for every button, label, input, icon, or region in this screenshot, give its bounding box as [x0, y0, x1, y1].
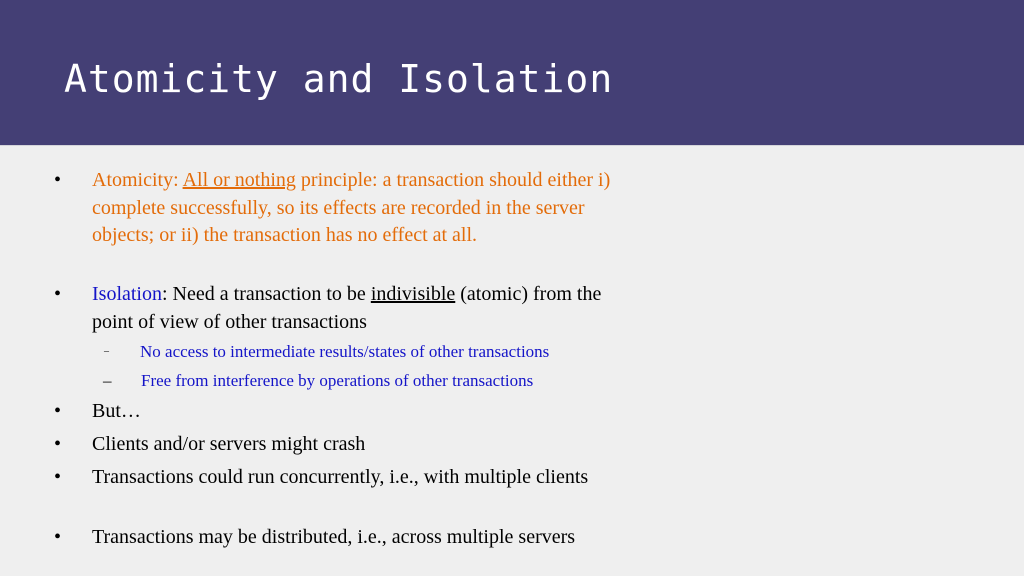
bullet-marker: •	[54, 283, 62, 305]
all-or-nothing-text: All or nothing	[182, 169, 296, 191]
bullet-distributed	[54, 524, 592, 552]
crash-text: Clients and/or servers might crash	[92, 433, 366, 455]
title-bar	[0, 0, 1024, 146]
bullet-crash	[54, 431, 632, 459]
bullet-marker: •	[54, 466, 62, 488]
atomicity-term: Atomicity:	[92, 169, 179, 191]
but-text: But…	[92, 400, 141, 422]
bullet-isolation	[54, 281, 632, 336]
bullet-marker: •	[54, 526, 62, 548]
dash-marker: –	[103, 371, 112, 390]
bullet-marker: •	[54, 433, 62, 455]
isolation-term: Isolation	[92, 283, 162, 305]
indivisible-text: indivisible	[370, 283, 456, 305]
subitem-intermediate-results	[104, 340, 700, 364]
isolation-intro: : Need a transaction to be	[162, 283, 366, 305]
bullet-atomicity	[54, 167, 632, 250]
bullet-marker: •	[54, 169, 62, 191]
subitem-text: Free from interference by operations of other transactions	[141, 371, 534, 390]
atomicity-description: principle: a transaction should either i) complete successfully, so its effects are recorded in the server objects; or ii) the transaction has no effect at all.	[92, 169, 611, 246]
subitem-interference	[103, 369, 701, 393]
distributed-text: Transactions may be distributed, i.e., across multiple servers	[92, 526, 576, 548]
bullet-marker: •	[54, 400, 62, 422]
bullet-but	[54, 398, 632, 426]
slide-title: Atomicity and Isolation	[64, 57, 614, 101]
isolation-description: (atomic) from the point of view of other transactions	[92, 283, 602, 333]
slide-content	[0, 145, 1024, 576]
concurrent-text: Transactions could run concurrently, i.e., with multiple clients	[92, 466, 589, 488]
bullet-concurrent	[54, 464, 612, 492]
subitem-text: No access to intermediate results/states of other transactions	[140, 342, 550, 361]
dash-marker: –	[104, 346, 109, 357]
